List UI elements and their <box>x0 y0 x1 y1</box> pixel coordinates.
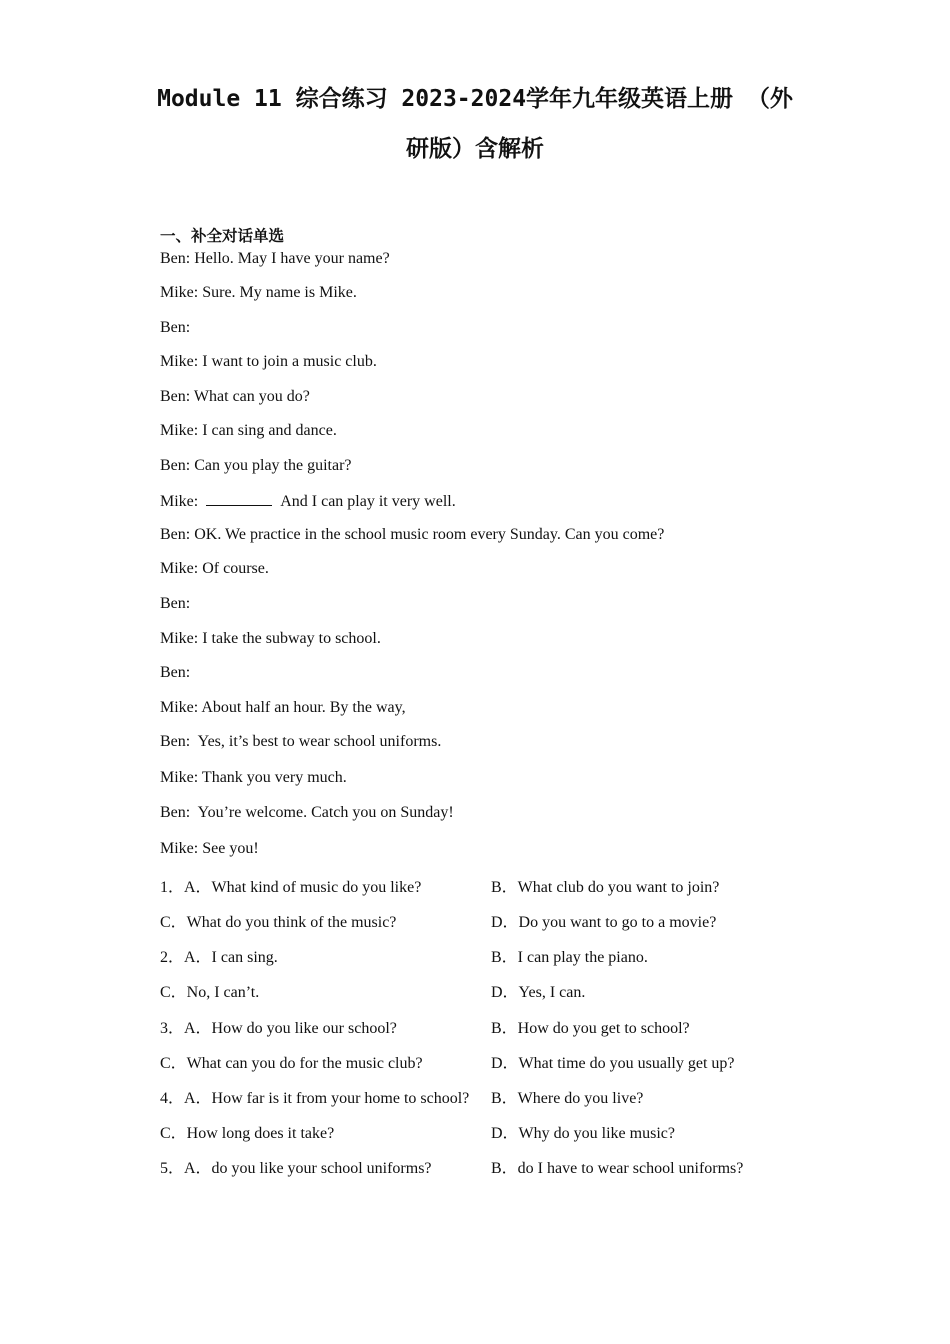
dialogue-line: Ben: Can you play the guitar? <box>160 457 352 474</box>
question-2-option-b: B．I can play the piano. <box>491 949 648 966</box>
dialogue-line: Ben: <box>160 595 191 612</box>
dialogue-line: Mike: Sure. My name is Mike. <box>160 284 357 301</box>
question-4-option-b: B．Where do you live? <box>491 1090 644 1107</box>
question-1-option-b: B．What club do you want to join? <box>491 879 720 896</box>
question-2-option-d: D．Yes, I can. <box>491 984 586 1001</box>
dialogue-line: Ben: You’re welcome. Catch you on Sunday! <box>160 804 454 821</box>
question-2-option-c: C．No, I can’t. <box>160 984 260 1001</box>
dialogue-line: Mike: Thank you very much. <box>160 769 347 786</box>
question-3-option-a: 3．A．How do you like our school? <box>160 1020 397 1037</box>
speaker-text: Mike: <box>160 493 199 510</box>
dialogue-line: Mike: I can sing and dance. <box>160 422 337 439</box>
question-1-option-c: C．What do you think of the music? <box>160 914 397 931</box>
dialogue-line: Ben: Yes, it’s best to wear school uniforms. <box>160 733 442 750</box>
dialogue-line: Ben: <box>160 319 191 336</box>
question-4-option-c: C．How long does it take? <box>160 1125 335 1142</box>
dialogue-line: Mike: About half an hour. By the way, <box>160 699 406 716</box>
question-1-option-d: D．Do you want to go to a movie? <box>491 914 717 931</box>
answer-blank <box>206 491 272 506</box>
dialogue-line: Ben: OK. We practice in the school music room every Sunday. Can you come? <box>160 526 665 543</box>
question-3-option-c: C．What can you do for the music club? <box>160 1055 423 1072</box>
dialogue-line: Mike: I take the subway to school. <box>160 630 381 647</box>
dialogue-line: Mike: See you! <box>160 840 259 857</box>
title-line-1: Module 11 综合练习 2023-2024学年九年级英语上册 （外 <box>157 86 793 112</box>
section-heading: 一、补全对话单选 <box>160 227 285 245</box>
line-continuation: And I can play it very well. <box>280 493 456 510</box>
question-4-option-d: D．Why do you like music? <box>491 1125 675 1142</box>
question-3-option-b: B．How do you get to school? <box>491 1020 690 1037</box>
document-title <box>120 74 830 174</box>
dialogue-line: Ben: <box>160 664 191 681</box>
question-2-option-a: 2．A．I can sing. <box>160 949 278 966</box>
dialogue-line: Mike: Of course. <box>160 560 269 577</box>
dialogue-line: Ben: What can you do? <box>160 388 310 405</box>
question-5-option-b: B．do I have to wear school uniforms? <box>491 1160 744 1177</box>
question-1-option-a: 1．A．What kind of music do you like? <box>160 879 422 896</box>
dialogue-line-with-blank <box>160 491 456 511</box>
dialogue-line: Ben: Hello. May I have your name? <box>160 250 390 267</box>
title-line-2: 研版）含解析 <box>406 136 544 162</box>
dialogue-line: Mike: I want to join a music club. <box>160 353 377 370</box>
question-4-option-a: 4．A．How far is it from your home to school? <box>160 1090 470 1107</box>
question-5-option-a: 5．A．do you like your school uniforms? <box>160 1160 432 1177</box>
question-3-option-d: D．What time do you usually get up? <box>491 1055 735 1072</box>
